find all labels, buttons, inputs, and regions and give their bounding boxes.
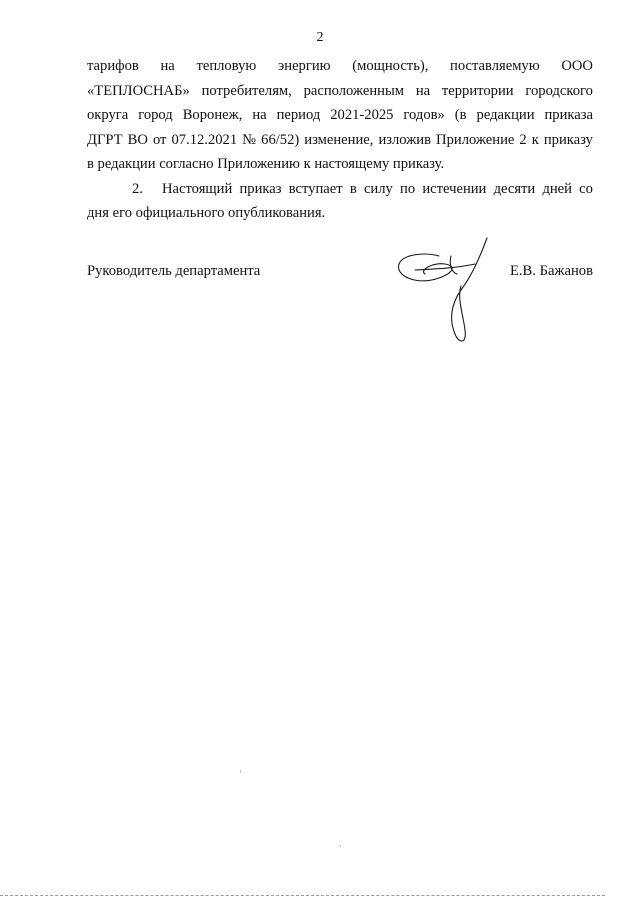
word: поставляемую [450,58,540,74]
word: 07.12.2021 [171,131,238,148]
word: Приложение [436,131,515,148]
word: со [579,180,593,197]
handwritten-signature [395,234,495,346]
word: изменение, [304,131,374,148]
word: от [152,131,167,148]
paragraph-1-line-3 [87,103,593,128]
paragraph-2-number: 2. [132,180,143,197]
word: территории [441,82,514,99]
word: № [242,131,257,148]
word: 2 [519,131,527,148]
scan-speck [340,845,341,847]
word: дней [542,180,572,197]
word: Воронеж, [182,107,243,123]
paragraph-1-line-4 [87,128,593,153]
word: на [252,107,267,123]
scan-speck [240,770,241,773]
word: (мощность), [352,58,429,74]
word: ДГРТ [87,131,123,148]
paragraph-2-line-1-text [162,177,593,202]
word: Настоящий [162,180,233,197]
position-title: Руководитель департамента [87,263,261,279]
word: округа [87,107,129,123]
word: городского [525,82,593,99]
word: истечении [422,180,487,197]
paragraph-2-line-1 [87,177,593,202]
word: десяти [493,180,536,197]
word: 2021-2025 [330,107,394,123]
word: изложив [378,131,432,148]
paragraph-1-line-1 [87,54,593,79]
word: силу [363,180,393,197]
word: на [160,58,175,74]
word: годов» [403,107,445,123]
word: в [349,180,357,197]
word: вступает [288,180,343,197]
word: потребителям, [201,82,292,99]
footer-rule [0,895,605,896]
word: приказу [543,131,593,148]
word: по [400,180,416,197]
paragraph-1-line-2 [87,79,593,104]
word: энергию [278,58,331,74]
word: редакции [476,107,535,123]
word: тарифов [87,58,139,74]
word: (в [454,107,467,123]
paragraph-2-line-2: дня его официального опубликования. [87,205,326,221]
word: ВО [127,131,148,148]
word: 66/52) [261,131,300,148]
page-number: 2 [316,30,324,45]
word: город [138,107,173,123]
document-body [87,54,593,226]
word: расположенным [303,82,405,99]
paragraph-1-line-5: в редакции согласно Приложению к настоящему приказу. [87,156,445,172]
word: период [276,107,321,123]
word: на [415,82,431,99]
word: к [531,131,539,148]
word: «ТЕПЛОСНАБ» [87,82,190,99]
word: приказа [544,107,593,123]
word: приказ [239,180,282,197]
signer-name: Е.В. Бажанов [509,263,593,279]
word: тепловую [196,58,257,74]
word: ООО [561,58,593,74]
